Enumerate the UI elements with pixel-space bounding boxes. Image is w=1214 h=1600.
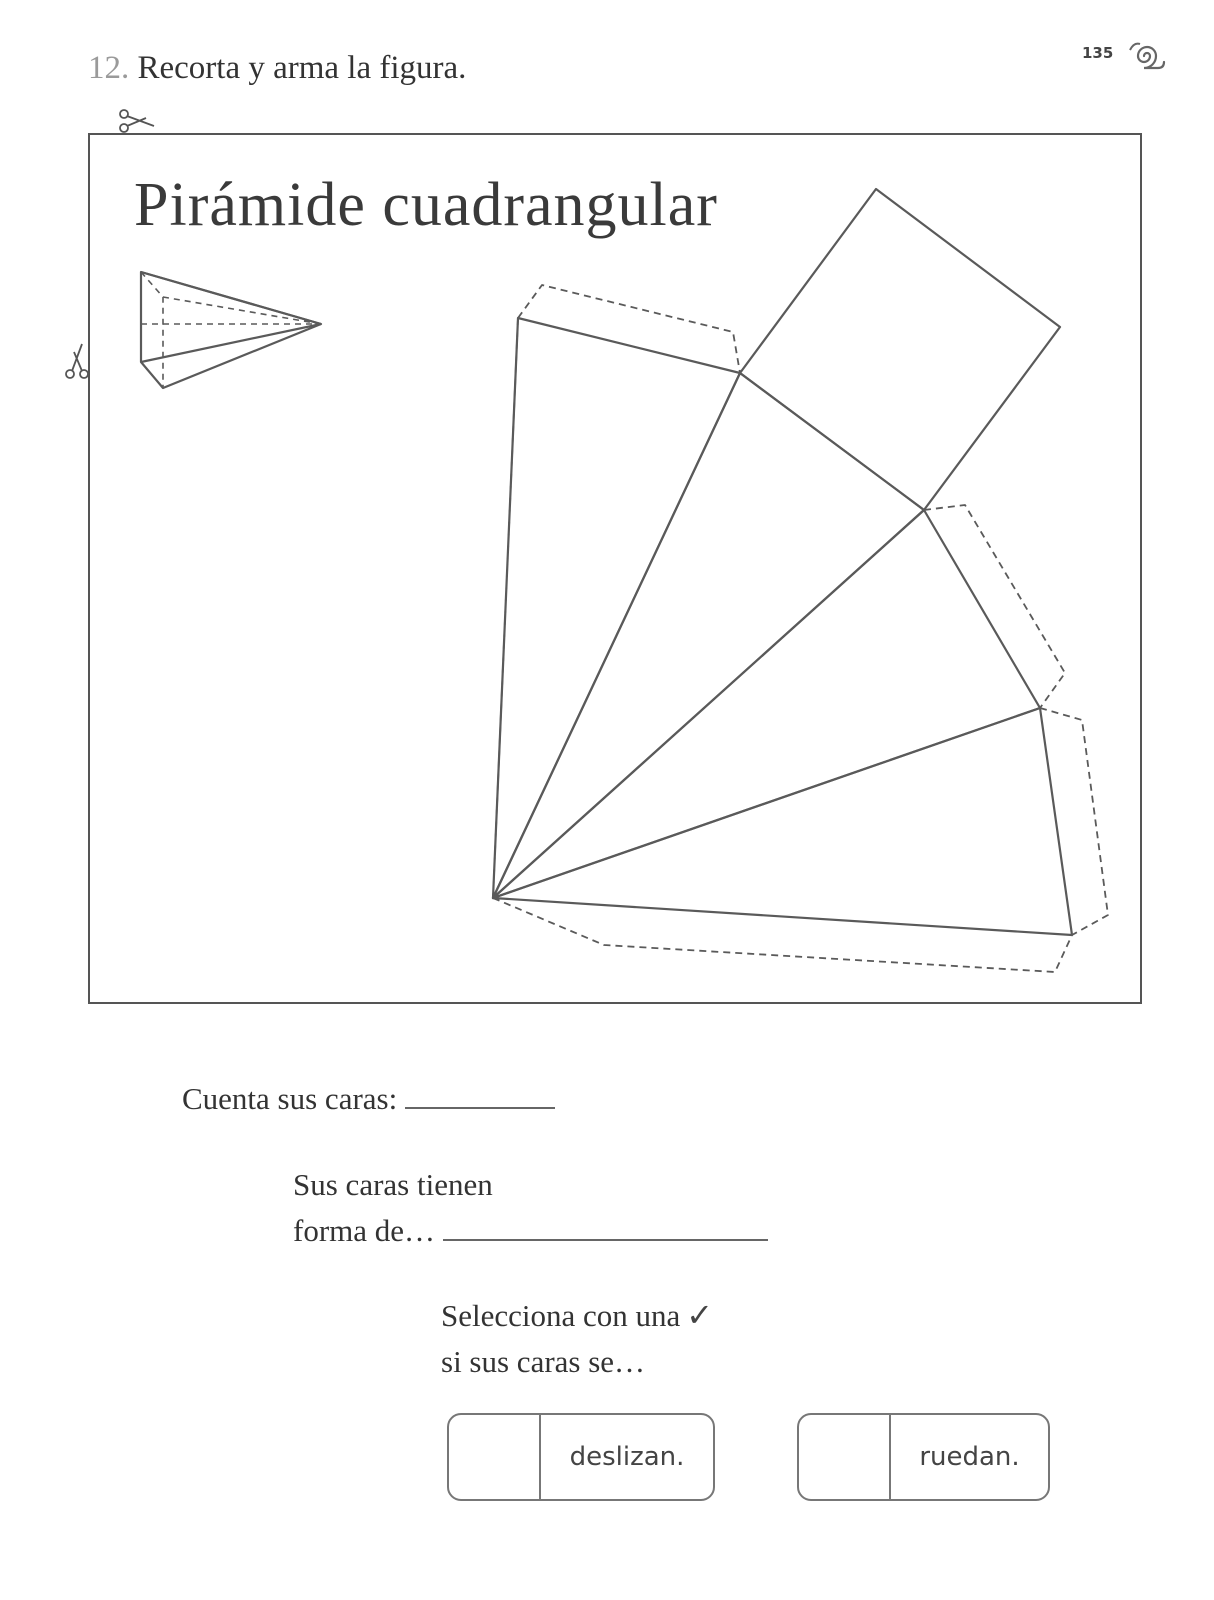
glue-tab-1 (518, 285, 740, 373)
net-base-square (740, 189, 1060, 510)
question-faces-shape-line2: forma de… (293, 1213, 436, 1248)
net-face-3 (493, 510, 1040, 898)
question-faces-shape-line1: Sus caras tienen (293, 1167, 493, 1202)
question-select-line2: si sus caras se… (441, 1344, 646, 1379)
glue-tab-5 (493, 898, 1072, 972)
question-faces-shape (293, 1162, 768, 1254)
question-select (441, 1292, 713, 1385)
exercise-number: 12. (88, 50, 130, 86)
page-number: 135 (1082, 44, 1114, 62)
option-roll[interactable] (797, 1413, 1050, 1501)
option-roll-checkbox[interactable] (799, 1415, 891, 1499)
option-slide-checkbox[interactable] (449, 1415, 541, 1499)
shape-title: Pirámide cuadrangular (134, 171, 718, 239)
net-face-2 (493, 373, 924, 898)
glue-tab-3 (924, 505, 1065, 708)
option-slide-label: deslizan. (569, 1442, 685, 1472)
option-roll-label: ruedan. (919, 1442, 1020, 1472)
option-slide[interactable] (447, 1413, 715, 1501)
faces-shape-answer-line[interactable] (443, 1209, 768, 1241)
count-faces-answer-line[interactable] (405, 1077, 555, 1109)
net-face-1 (493, 318, 740, 898)
glue-tab-2 (493, 318, 518, 898)
net-face-4 (493, 708, 1072, 935)
checkmark-icon: ✓ (686, 1296, 714, 1334)
question-select-line1: Selecciona con una (441, 1298, 681, 1333)
pyramid-illustration (141, 272, 321, 388)
question-count-faces-text: Cuenta sus caras: (182, 1081, 398, 1116)
instruction-text: Recorta y arma la figura. (137, 50, 467, 86)
question-count-faces (182, 1076, 555, 1122)
glue-tab-4 (1040, 708, 1108, 935)
